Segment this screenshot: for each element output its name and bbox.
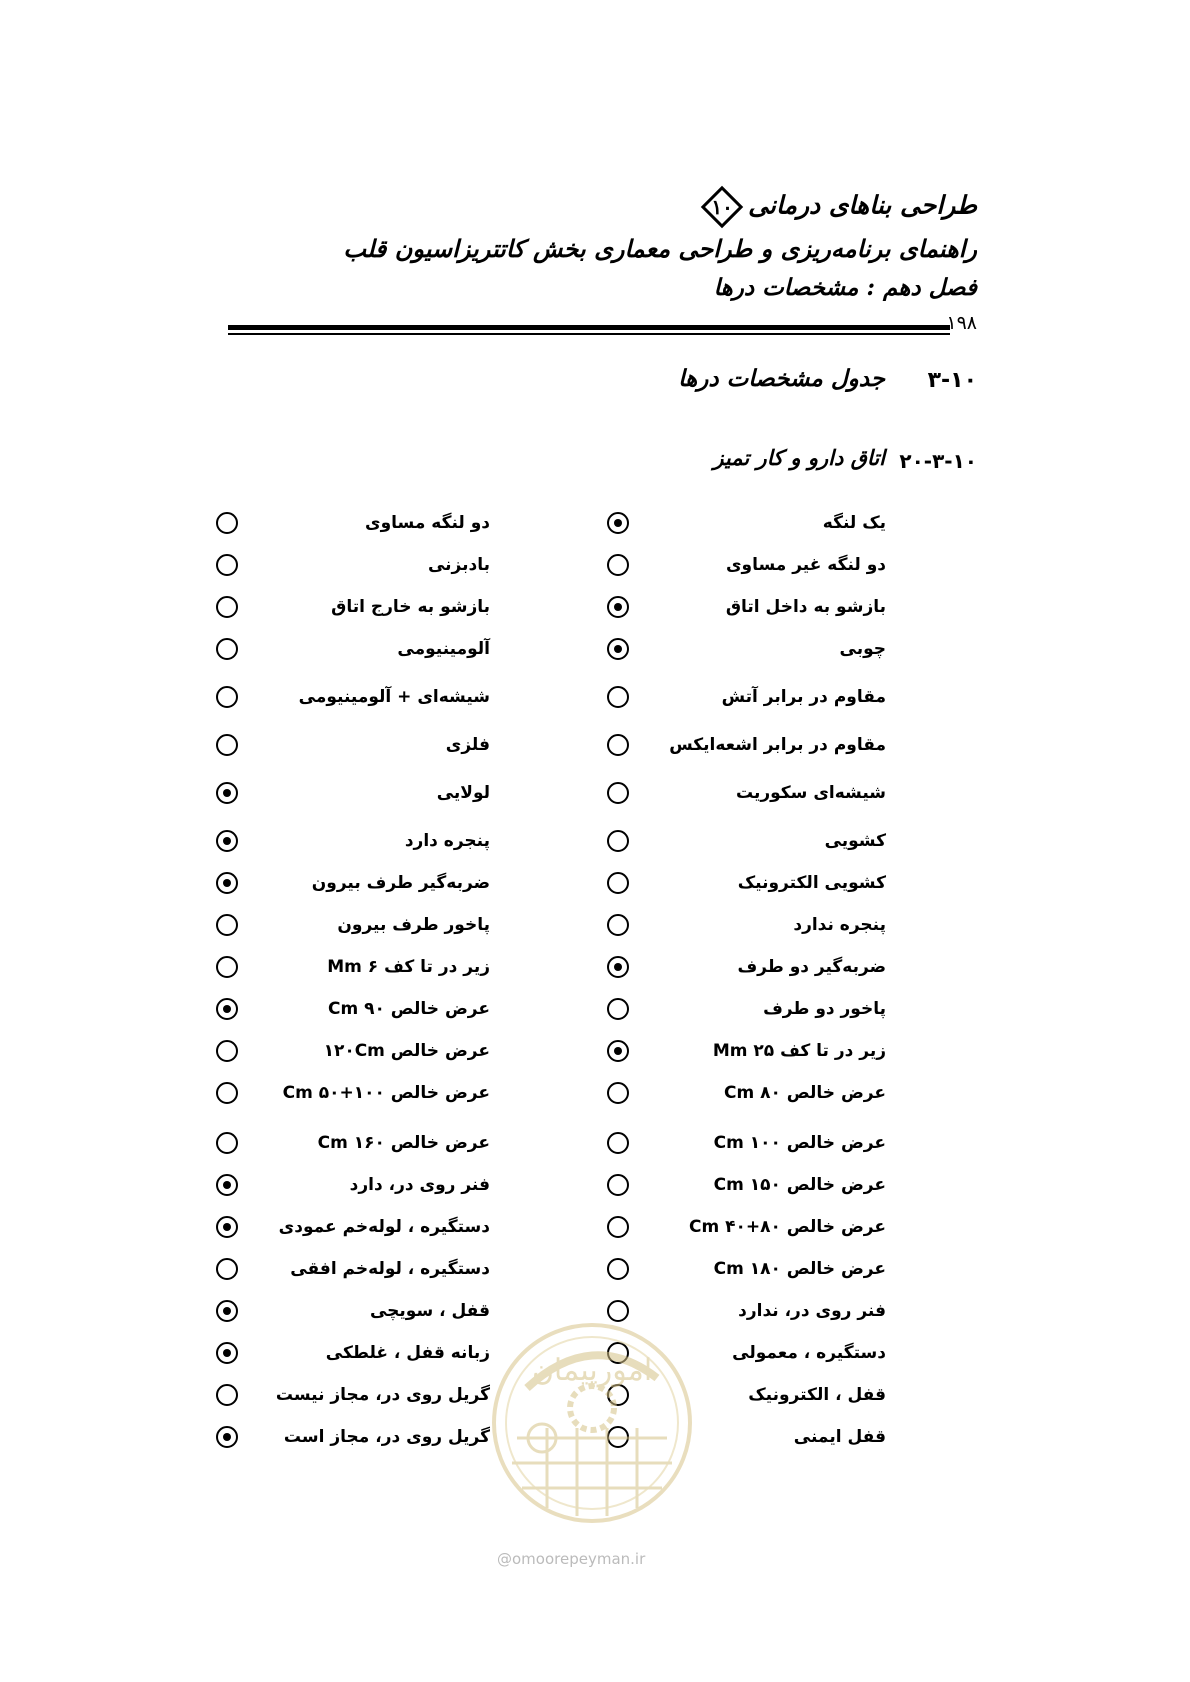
subsection-title: اتاق دارو و کار تمیز	[713, 445, 885, 470]
header-rule-thick	[228, 325, 950, 330]
radio-unchecked[interactable]	[607, 830, 629, 852]
option-row	[0, 1209, 1190, 1245]
option-label: قفل ایمنی	[793, 1427, 886, 1447]
radio-unchecked[interactable]	[607, 1258, 629, 1280]
option-label: عرض خالص Cm ۸۰	[724, 1083, 886, 1103]
option-row	[0, 505, 1190, 541]
radio-checked[interactable]	[607, 1040, 629, 1062]
option-label: دو لنگه غیر مساوی	[725, 555, 886, 575]
option-row	[0, 1075, 1190, 1111]
watermark-logo-text: امورپیمان	[531, 1353, 653, 1388]
radio-unchecked[interactable]	[216, 1082, 238, 1104]
volume-badge	[700, 185, 744, 229]
watermark-logo	[487, 1318, 697, 1548]
radio-checked[interactable]	[216, 782, 238, 804]
option-label: گریل روی در، مجاز نیست	[275, 1385, 490, 1405]
chapter-title: فصل دهم : مشخصات درها	[713, 274, 977, 301]
option-label: عرض خالص Cm ۹۰	[328, 999, 490, 1019]
radio-checked[interactable]	[216, 1342, 238, 1364]
option-label: عرض خالص Cm ۱۰۰	[713, 1133, 886, 1153]
radio-unchecked[interactable]	[216, 638, 238, 660]
option-label: دستگیره ، معمولی	[732, 1343, 886, 1363]
radio-checked[interactable]	[607, 956, 629, 978]
option-label: پاخور دو طرف	[763, 999, 886, 1019]
radio-checked[interactable]	[216, 1426, 238, 1448]
radio-unchecked[interactable]	[607, 872, 629, 894]
option-row	[0, 823, 1190, 859]
radio-unchecked[interactable]	[216, 1132, 238, 1154]
radio-unchecked[interactable]	[216, 686, 238, 708]
radio-unchecked[interactable]	[607, 914, 629, 936]
option-label: زیر در تا کف Mm ۲۵	[712, 1041, 886, 1061]
option-label: عرض خالص Cm ۴۰+۸۰	[689, 1217, 886, 1237]
option-label: لولایی	[436, 783, 490, 803]
option-row	[0, 991, 1190, 1027]
radio-checked[interactable]	[216, 1174, 238, 1196]
subsection-number: ۲۰-۳-۱۰	[899, 449, 977, 473]
option-label: مقاوم در برابر آتش	[721, 687, 886, 707]
option-row	[0, 631, 1190, 667]
option-row	[0, 547, 1190, 583]
radio-unchecked[interactable]	[216, 512, 238, 534]
radio-checked[interactable]	[607, 512, 629, 534]
radio-unchecked[interactable]	[216, 596, 238, 618]
option-label: عرض خالص Cm ۵۰+۱۰۰	[282, 1083, 490, 1103]
radio-unchecked[interactable]	[216, 914, 238, 936]
guide-title: راهنمای برنامه‌ریزی و طراحی معماری بخش کاتتریزاسیون قلب	[343, 234, 977, 263]
radio-unchecked[interactable]	[607, 1216, 629, 1238]
option-label: بادبزنی	[427, 555, 490, 575]
option-label: گریل روی در، مجاز است	[283, 1427, 490, 1447]
section-number: ۳-۱۰	[927, 368, 977, 393]
option-label: دستگیره ، لوله‌خم عمودی	[278, 1217, 490, 1237]
option-row	[0, 589, 1190, 625]
radio-checked[interactable]	[216, 1300, 238, 1322]
header-rule-thin	[228, 333, 950, 335]
radio-checked[interactable]	[216, 998, 238, 1020]
radio-unchecked[interactable]	[216, 1384, 238, 1406]
option-label: پنجره دارد	[404, 831, 490, 851]
option-row	[0, 1167, 1190, 1203]
option-label: دو لنگه مساوی	[364, 513, 490, 533]
volume-number: ۱۰	[711, 195, 733, 219]
option-label: عرض خالص Cm ۱۶۰	[317, 1133, 490, 1153]
option-label: یک لنگه	[822, 513, 886, 533]
book-title-text: طراحی بناهای درمانی	[748, 190, 977, 220]
option-label: کشویی	[824, 831, 886, 851]
option-label: پنجره ندارد	[793, 915, 886, 935]
option-label: بازشو به داخل اتاق	[725, 597, 886, 617]
option-label: کشویی الکترونیک	[737, 873, 886, 893]
option-label: آلومینیومی	[397, 639, 490, 659]
radio-unchecked[interactable]	[607, 1082, 629, 1104]
radio-unchecked[interactable]	[607, 998, 629, 1020]
radio-unchecked[interactable]	[216, 1258, 238, 1280]
option-label: زبانه قفل ، غلطکی	[325, 1343, 490, 1363]
radio-unchecked[interactable]	[607, 1174, 629, 1196]
option-row	[0, 865, 1190, 901]
radio-unchecked[interactable]	[216, 734, 238, 756]
option-label: فنر روی در، ندارد	[738, 1301, 886, 1321]
option-row	[0, 1033, 1190, 1069]
option-label: مقاوم در برابر اشعه‌ایکس	[669, 735, 886, 755]
radio-unchecked[interactable]	[607, 782, 629, 804]
option-row	[0, 1251, 1190, 1287]
option-row	[0, 949, 1190, 985]
radio-checked[interactable]	[607, 596, 629, 618]
option-label: زیر در تا کف Mm ۶	[327, 957, 490, 977]
option-row	[0, 907, 1190, 943]
option-row	[0, 679, 1190, 715]
option-label: شیشه‌ای + آلومینیومی	[298, 687, 490, 707]
radio-unchecked[interactable]	[607, 686, 629, 708]
option-label: دستگیره ، لوله‌خم افقی	[290, 1259, 490, 1279]
radio-checked[interactable]	[216, 872, 238, 894]
watermark-url: @omoorepeyman.ir	[497, 1550, 646, 1568]
option-label: چوبی	[839, 639, 886, 659]
option-label: عرض خالص Cm ۱۸۰	[713, 1259, 886, 1279]
book-title	[698, 185, 977, 229]
option-label: ضربه‌گیر دو طرف	[737, 957, 886, 977]
radio-unchecked[interactable]	[216, 1040, 238, 1062]
radio-checked[interactable]	[216, 830, 238, 852]
option-label: عرض خالص Cm ۱۵۰	[713, 1175, 886, 1195]
option-label: بازشو به خارج اتاق	[331, 597, 490, 617]
radio-unchecked[interactable]	[607, 1132, 629, 1154]
radio-unchecked[interactable]	[607, 554, 629, 576]
option-label: پاخور طرف بیرون	[337, 915, 490, 935]
option-label: قفل ، سویچی	[369, 1301, 490, 1321]
radio-unchecked[interactable]	[607, 734, 629, 756]
option-row	[0, 1125, 1190, 1161]
option-row	[0, 727, 1190, 763]
option-label: عرض خالص ۱۲۰Cm	[323, 1041, 490, 1061]
radio-unchecked[interactable]	[216, 554, 238, 576]
option-label: قفل ، الکترونیک	[748, 1385, 886, 1405]
radio-checked[interactable]	[607, 638, 629, 660]
radio-checked[interactable]	[216, 1216, 238, 1238]
option-label: فنر روی در، دارد	[349, 1175, 490, 1195]
option-label: فلزی	[445, 735, 490, 755]
option-label: شیشه‌ای سکوریت	[735, 783, 886, 803]
page-number: ۱۹۸	[946, 312, 977, 334]
radio-unchecked[interactable]	[216, 956, 238, 978]
option-row	[0, 775, 1190, 811]
section-title: جدول مشخصات درها	[678, 365, 885, 392]
option-label: ضربه‌گیر طرف بیرون	[311, 873, 490, 893]
